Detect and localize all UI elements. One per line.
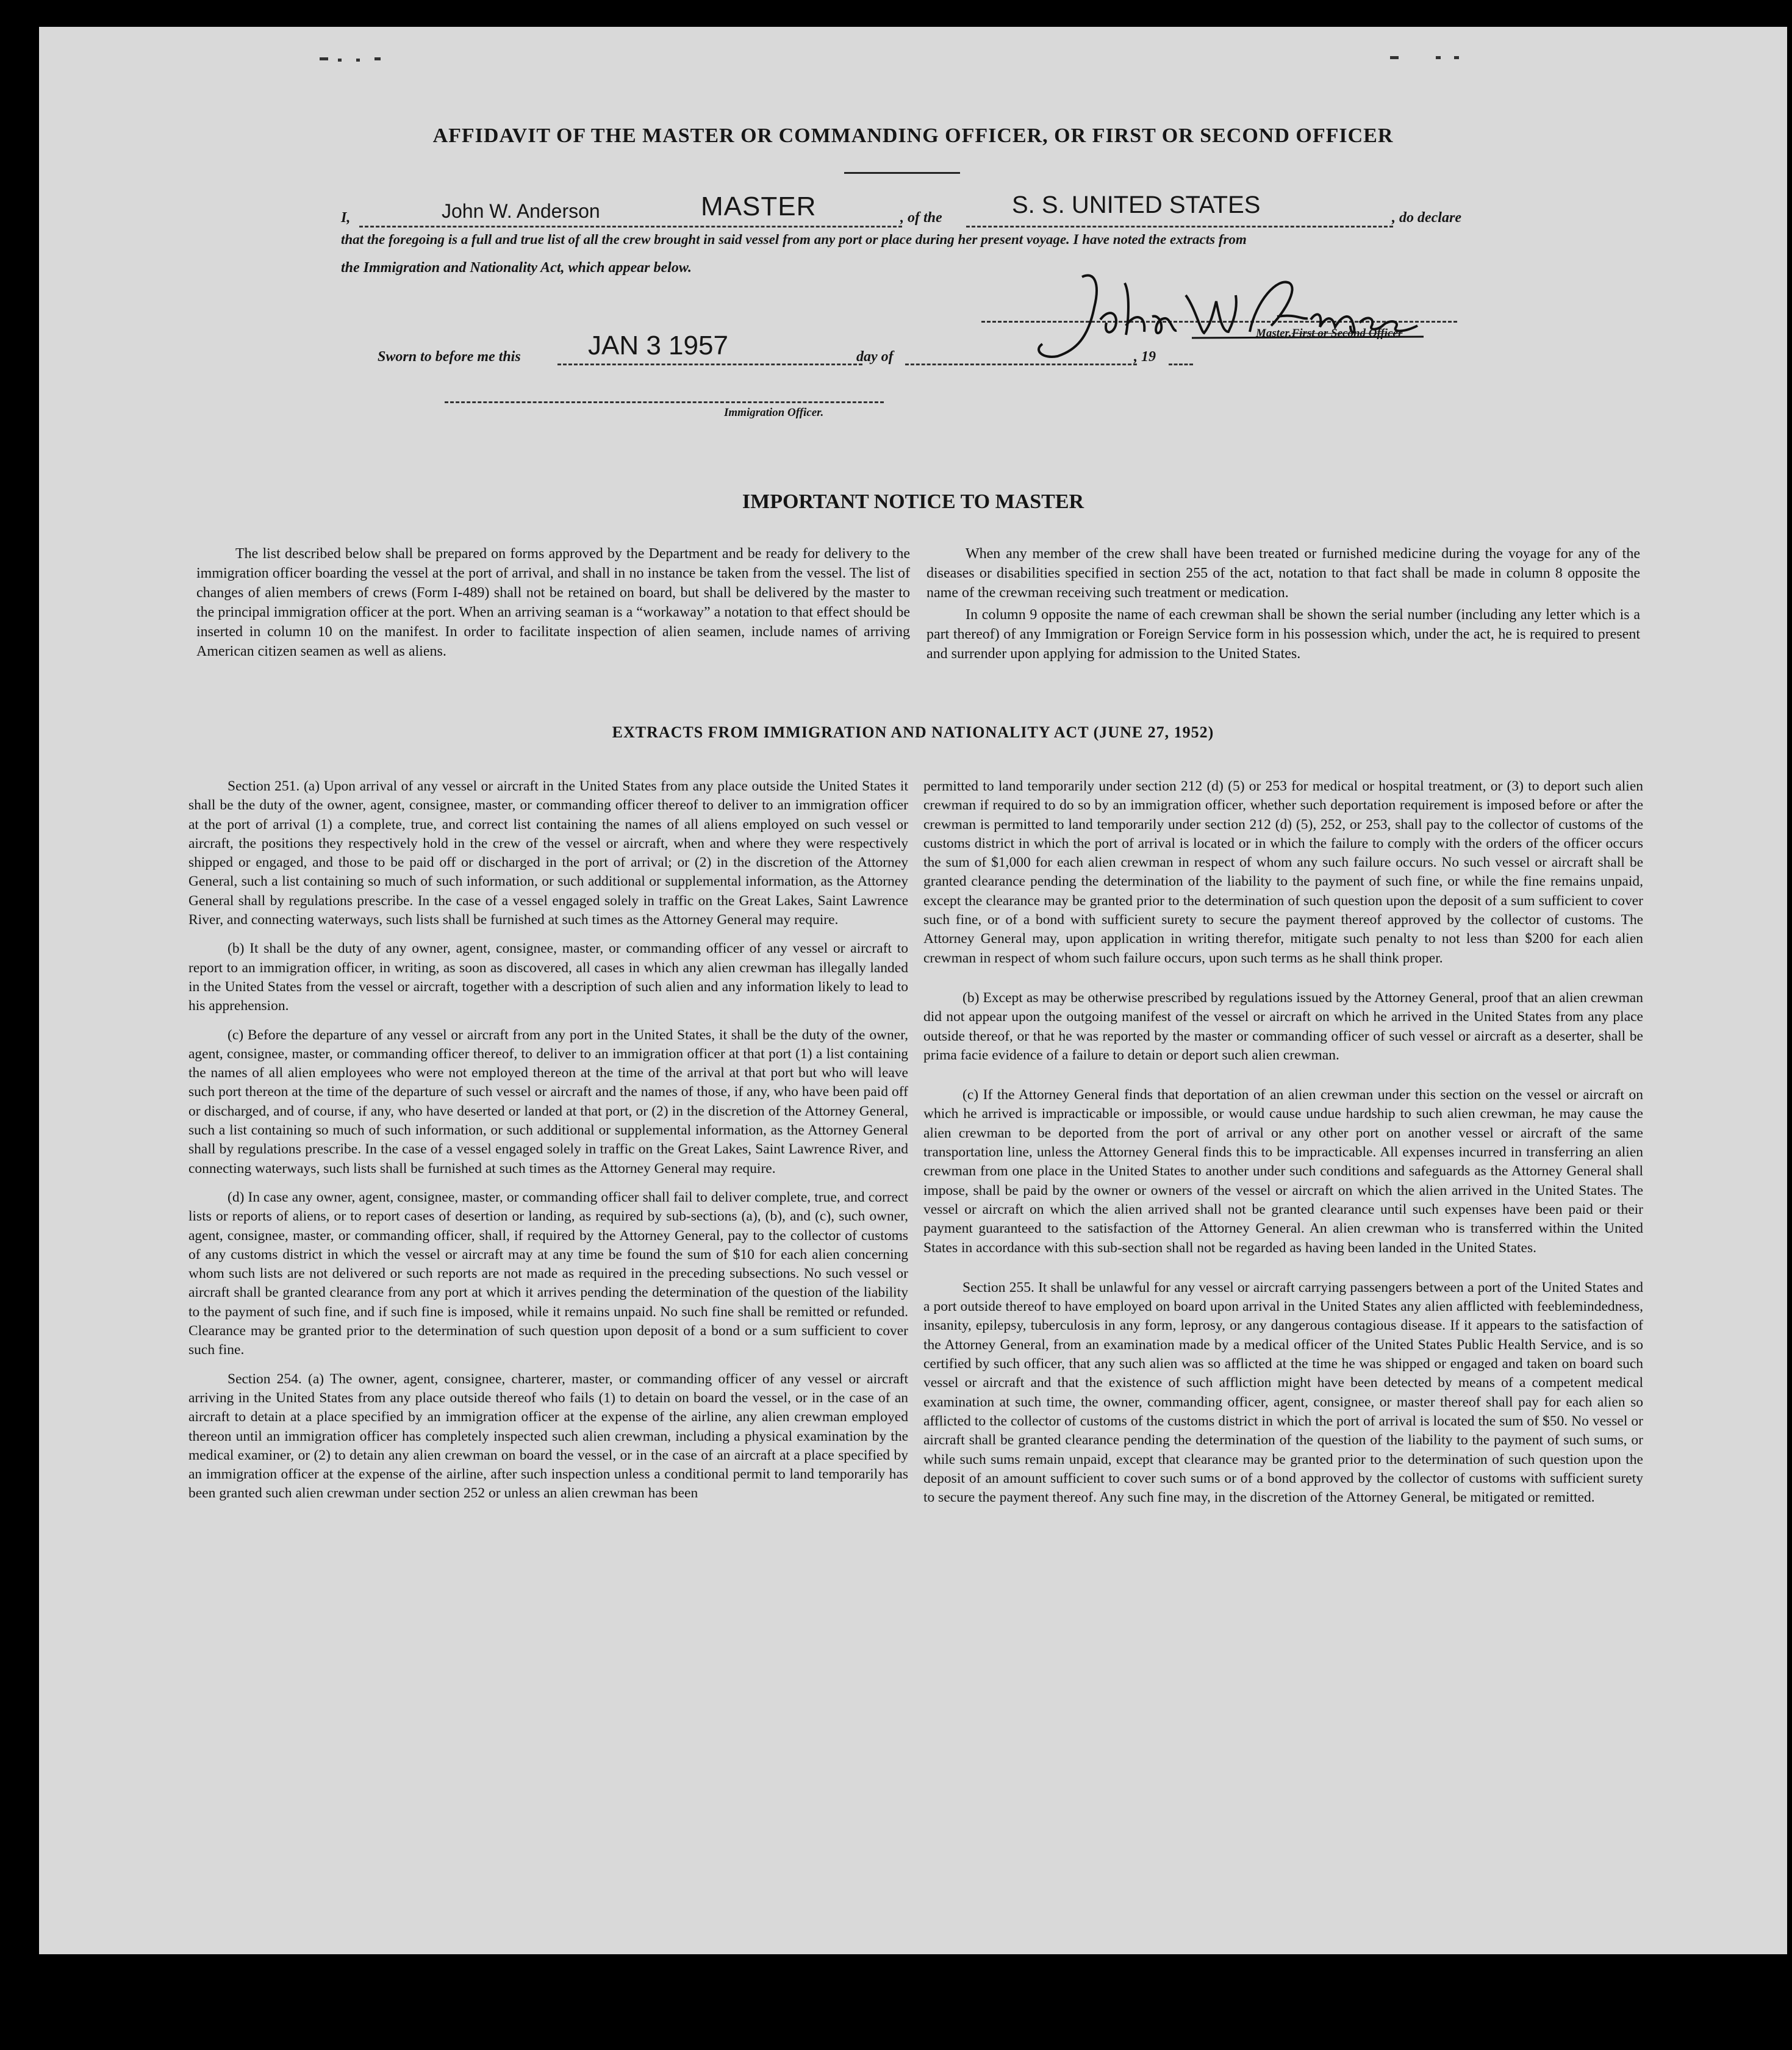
officer-label: Immigration Officer. (724, 406, 824, 419)
scan-mark (375, 57, 381, 60)
scan-mark (356, 59, 360, 62)
affidavit-title: AFFIDAVIT OF THE MASTER OR COMMANDING OFFICER, OR FIRST OR SECOND OFFICER (432, 124, 1394, 147)
master-name: John W. Anderson (442, 200, 600, 222)
declare-label: , do declare (1392, 210, 1461, 226)
notice-paragraph: In column 9 opposite the name of each crewman shall be shown the serial number (including any letter which is a part thereof) of any Immigration or Foreign Service form in his possession which, under the act, he is required to present and surrender upon applying for admission to the United States. (926, 607, 1640, 662)
master-label: Master, (1256, 327, 1292, 340)
name-line (359, 226, 902, 228)
extract-paragraph: (c) Before the departure of any vessel or aircraft from any port in the United States, it shall be the duty of the owner, agent, consignee, master, or commanding officer thereof, to deliver to an immigration officer at that port (1) a list containing the names of all alien employees who were not employed thereon at the time of the arrival at that port but who will leave such port thereon at the time of the departure of such vessel or aircraft and the names of those, if any, who have been paid off or discharged, and of course, if any, who have deserted or landed at that port, or (2) in the discretion of the Attorney General, such a list containing so much of such information, or such additional or supplemental information, as the Attorney General shall by regulations prescribe. In the case of a vessel engaged solely in traffic on the Great Lakes, Saint Lawrence River, and connecting waterways, such lists shall be furnished at such times as the Attorney General may require. (188, 1027, 908, 1177)
day-of-label: day of (856, 349, 894, 365)
officer-line (445, 401, 884, 403)
affidavit-statement-end: the Immigration and Nationality Act, which appear below. (341, 260, 692, 276)
notice-left-column (196, 544, 910, 671)
document-page (39, 27, 1787, 1954)
year-line (1169, 364, 1193, 365)
extract-paragraph: Section 255. It shall be unlawful for any vessel or aircraft carrying passengers between a port of the United States and a port outside thereof to have employed on board upon arrival in the United States any alien afflicted with feeblemindedness, insanity, epilepsy, tuberculosis in any form, leprosy, or any dangerous contagious disease. If it appears to the satisfaction of the Attorney General, from an examination made by a medical officer of the United States Public Health Service, and is so certified by such officer, that any such alien was so afflicted at the time he was shipped or engaged and taken on board such vessel or aircraft and that the existence of such affliction might have been detected by means of a competent medical examination at such time, the owner, commanding officer, agent, consignee, or master thereof shall pay for each alien so afflicted to the collector of customs of the customs district in which the port of arrival is located the sum of $50. No vessel or aircraft shall be granted clearance pending the determination of the question of the liability to the payment of such sums, or while such sums remain unpaid, except that clearance may be granted prior to the determination of such question upon the deposit of an amount sufficient to cover such sums or of a bond approved by the collector of customs with sufficient surety to secure the payment thereof. Any such fine may, in the discretion of the Attorney General, be mitigated or remitted. (923, 1279, 1643, 1506)
extract-paragraph: (b) Except as may be otherwise prescribed by regulations issued by the Attorney General, proof that an alien crewman did not appear upon the outgoing manifest of the vessel or aircraft on which he arrived in the United States from any place outside thereof, or that he was reported by the master or commanding officer of such vessel or aircraft as a deserter, shall be prima facie evidence of a failure to detain or deport such alien crewman. (923, 989, 1643, 1063)
affidavit-prefix: I, (341, 210, 351, 226)
notice-right-column (926, 544, 1640, 673)
vessel-field: S. S. UNITED STATES (1012, 192, 1261, 218)
date-stamp: JAN 3 1957 (588, 331, 728, 360)
extract-paragraph: (c) If the Attorney General finds that deportation of an alien crewman under this section on the vessel or aircraft on which he arrived is impracticable or impossible, or would cause undue hardship to such alien crewman, he may cause the alien crewman to be deported from the port of arrival or any other port on another vessel or aircraft of the same transportation line, unless the Attorney General finds this to be impracticable. All expenses incurred in transferring an alien crewman from one place in the United States to another under such conditions and safeguards as the Attorney General shall impose, shall be paid by the owner or owners of the vessel or aircraft on which the alien arrived in the United States. The vessel or aircraft on which the alien arrived shall not be granted clearance until such expenses have been paid or their payment guaranteed to the satisfaction of the Attorney General. An alien crewman who is transferred within the United States in accordance with this sub-section shall not be regarded as having been landed in the United States. (923, 1087, 1643, 1256)
extract-paragraph: (b) It shall be the duty of any owner, agent, consignee, master, or commanding officer of any vessel or aircraft to report to an immigration officer, in writing, as soon as discovered, all cases in which any alien crewman has illegally landed in the United States from the vessel or aircraft, together with a description of such alien and any information likely to lead to his apprehension. (188, 941, 908, 1014)
notice-paragraph: The list described below shall be prepared on forms approved by the Department and be ready for delivery to the immigration officer boarding the vessel at the port of arrival, and shall in no instance be taken from the vessel. The list of changes of alien members of crews (Form I-489) shall not be retained on board, but shall be delivered by the master to the principal immigration officer at the port. When an arriving seaman is a “workaway” a notation to that effect should be inserted in column 10 on the manifest. In order to facilitate inspection of alien seamen, include names of arriving American citizen seamen as well as aliens. (196, 546, 910, 659)
extract-paragraph: permitted to land temporarily under section 212 (d) (5) or 253 for medical or hospital treatment, or (3) to deport such alien crewman if required to do so by an immigration officer, whether such deportation requirement is imposed before or after the crewman is permitted to land temporarily under section 212 (d) (5), 252, or 253, shall pay to the collector of customs of the customs district in which the port of arrival is located or in which the failure to comply with the orders of the officer occurs the sum of $1,000 for each alien crewman in respect of whom any such failure occurs. No such vessel or aircraft shall be granted clearance pending the determination of the liability to the payment of such fine, or while the fine remains unpaid, except the clearance may be granted prior to the determination of such question upon the deposit of a sum sufficient to cover such fine, or of a bond with sufficient surety to secure the payment thereof approved by the collector of customs. The Attorney General may, upon application in writing therefor, mitigate such penalty to not less than $200 for each alien crewman in respect of whom such failure occurs, upon such terms as he shall think proper. (923, 778, 1643, 966)
extract-paragraph: Section 251. (a) Upon arrival of any vessel or aircraft in the United States from any place outside the United States it shall be the duty of the owner, agent, consignee, master, or commanding officer thereof to deliver to an immigration officer at the port of arrival (1) a complete, true, and correct list containing the names of all aliens employed on such vessel or aircraft, the positions they respectively hold in the crew of the vessel or aircraft, when and where they were respectively shipped or engaged, and those to be paid off or discharged in the port of arrival; or (2) in the discretion of the Attorney General, such a list containing so much of such information, or such additional or supplemental information, as the Attorney General shall by regulations prescribe. In the case of a vessel engaged solely in traffic on the Great Lakes, Saint Lawrence River, and connecting waterways, such lists shall be furnished at such times as the Attorney General may require. (188, 778, 908, 928)
rank-field: MASTER (701, 192, 817, 221)
extracts-title: EXTRACTS FROM IMMIGRATION AND NATIONALITY ACT (JUNE 27, 1952) (612, 723, 1214, 741)
notice-title: IMPORTANT NOTICE TO MASTER (742, 490, 1084, 513)
month-line (905, 364, 1137, 365)
scan-mark (1390, 56, 1399, 59)
extract-paragraph: (d) In case any owner, agent, consignee, master, or commanding officer shall fail to deliver complete, true, and correct lists or reports of aliens, or to report cases of desertion or landing, as required by sub-sections (a), (b), and (c), such owner, agent, consignee, master, or commanding officer, shall, if required by the Attorney General, pay to the collector of customs of any customs district in which the vessel or aircraft may at any time be found the sum of $10 for each alien concerning whom such lists are not delivered or such reports are not made as required in the preceding subsections. No such vessel or aircraft shall be granted clearance from any port at which it arrives pending the determination of the question of the liability to the payment of such fine, and if such fine is imposed, while it remains unpaid. No such fine shall be remitted or refunded. Clearance may be granted prior to the determination of such question upon deposit of a bond or a sum sufficient to cover such fine. (188, 1189, 908, 1358)
extracts-left-column (188, 777, 908, 1513)
notice-paragraph: When any member of the crew shall have been treated or furnished medicine during the voyage for any of the diseases or disabilities specified in section 255 of the act, notation to that fact shall be made in column 8 opposite the name of the crewman receiving such treatment or medication. (926, 546, 1640, 601)
scan-mark (320, 57, 328, 60)
struck-officer-label: First or Second Officer (1291, 327, 1403, 340)
vessel-line (966, 226, 1393, 228)
year-prefix: , 19 (1134, 349, 1156, 365)
master-title (1256, 327, 1402, 340)
scan-mark (338, 59, 342, 62)
sworn-label: Sworn to before me this (378, 349, 521, 365)
of-the-label: , of the (900, 210, 942, 226)
scan-mark (1454, 56, 1459, 59)
title-rule (844, 172, 960, 174)
handwritten-signature (1009, 259, 1436, 368)
scan-mark (1436, 56, 1441, 59)
extract-paragraph: Section 254. (a) The owner, agent, consignee, charterer, master, or commanding officer of any vessel or aircraft arriving in the United States from any place outside thereof who fails (1) to detain on board the vessel, or in the case of an aircraft to detain at a place specified by an immigration officer at the expense of the airline, any alien crewman employed thereon until an immigration officer has completely inspected such alien crewman, including a physical examination by the medical examiner, or (2) to detain any alien crewman on board the vessel, or in the case of an aircraft at a place specified by an immigration officer at the expense of the airline, after such inspection unless a conditional permit to land temporarily has been granted such alien crewman under section 252 or unless an alien crewman has been (188, 1371, 908, 1502)
affidavit-statement: that the foregoing is a full and true list of all the crew brought in said vessel from any port or place during her present voyage. I have noted the extracts from (341, 232, 1247, 247)
sworn-date-line (557, 364, 862, 365)
extracts-right-column (923, 777, 1643, 1517)
